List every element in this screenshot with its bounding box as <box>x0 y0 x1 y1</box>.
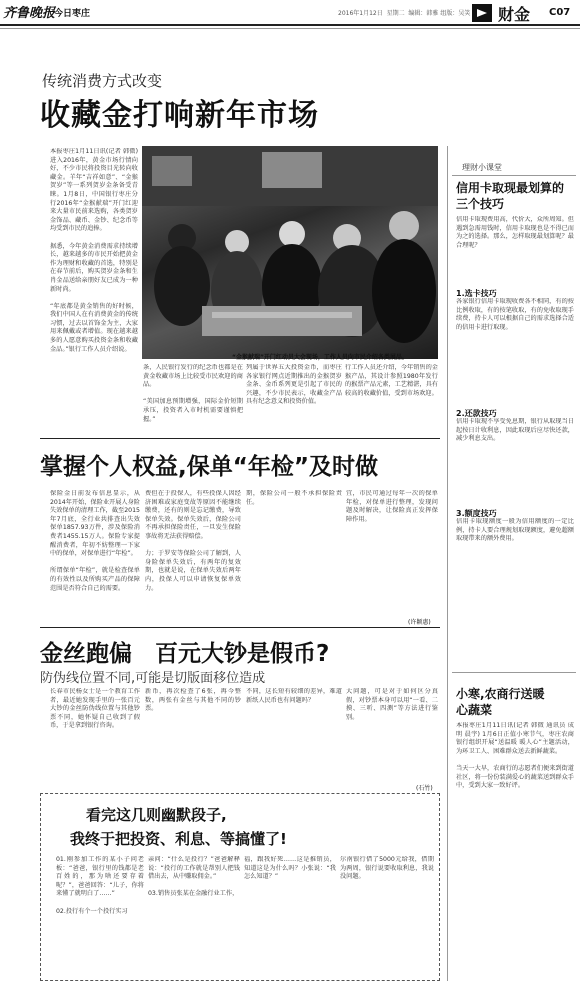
tip1-title: 1.选卡技巧 <box>456 289 497 298</box>
lead-bottom-rule <box>40 438 440 439</box>
lead-body-col1-text: 本报枣庄1月11日讯(记者 韩微) 进入2016年，黄金市场行情向好，不少市民将投资目光转向收藏金。羊年“吉祥如意”、“金猴贺岁”等一系列贺岁金条备受青睐。1月8日，中国银行枣庄分行2016年“金猴献瑞”开门红迎来大量市民前来选购，各类贺岁金饰品、藏币、金钞、纪念币等均受到市民的追捧。 据悉，今年黄金消费需求持续增长，越来越多的市民开始把黄金作为理财和收藏的首选，特别是在春节前后，购买贺岁金条和生肖金品送给亲朋好友已成为一种新时尚。 “年底都是黄金销售的好时候，我们中国人在有消费黄金的传统习惯，过去以首饰金为主，大家用来佩戴或者增值。现在越来越多的人愿意购买投资金条和收藏金品。”银行工作人员介绍说。 <box>50 148 138 353</box>
crowd-photo-icon <box>142 146 438 359</box>
article2-body-col2 <box>145 490 241 622</box>
article2-body-col3 <box>246 490 342 622</box>
tip2-body <box>456 418 574 506</box>
article3-body-col1-text: 长春市民杨女士是一个教育工作者，最近她发现手里的一张百元大钞的金丝防伪线位置与其他钞票不同，她怀疑自己收到了假币，于是拿到银行咨询。 <box>50 688 140 730</box>
article4-body-col1-text: 01.刚参加工作的某小子问老板：“爸爸，银行里的钱都是老百姓的，那为啥还要存着呢？”，爸爸回答：“儿子，你将来懂了就明白了……” 02.投行有个一个投行实习 <box>56 856 144 915</box>
article3-body-col3-text: 不同，这长短有较细的差异，难道新纸人民币也有问题吗？ <box>246 688 342 704</box>
sidebar-tag: 理财小课堂 <box>462 163 502 172</box>
tip2-body-text: 信用卡取现不享受免息期，银行从取现当日起按日计收利息，因此取现后应尽快还款，减少利息支出。 <box>456 418 574 443</box>
tip3-body <box>456 518 574 636</box>
lead-body-col3 <box>246 364 342 432</box>
article3-body-col2-text: 新币，再次检查了6张，再今整数，两张有金丝与其他不同的钞票。 <box>145 688 241 713</box>
lead-photo <box>142 146 438 359</box>
article3-body-col3 <box>246 688 342 788</box>
article2-body-col4-text: 宜，市民可通过每年一次的保单年检，对保单进行整理，发现问题及时解决，让保险真正发挥保障作用。 <box>346 490 438 523</box>
sidebar-story-rule <box>452 672 576 673</box>
lead-body-col1 <box>50 148 138 428</box>
sidebar-divider <box>447 146 448 981</box>
photo-caption: “金猴献瑞”开门红动员大会现场，工作人员向市民介绍各类展品。 <box>232 354 408 361</box>
issue-date: 2016年1月12日 <box>338 10 383 17</box>
article2-byline: (许颖惠) <box>408 619 431 626</box>
article2-body-col2-text: 费但在于投保人，有些投保人因经济困难或家庭变故等原因不能继续缴费，还有的则是忘记缴费，导致保单失效。保单失效后，保险公司不再承担保险责任，一旦发生保险事故将无法获得赔偿。 力；于罗安等保险公司了解到，人身险保单失效后，有两年的复效期，也就是说，在保单失效后两年内，投保人可以申请恢复保单效力。 <box>145 490 241 592</box>
sidebar-story2-body-text: 本报枣庄1月11日讯(记者 韩微 通讯员 成明 晨宇) 1月6日正值小寒节气，枣庄农商银行组织开展“送温暖 暖人心”主题活动，为环卫工人、困难群众送去新鲜蔬菜。 当天一大早，农商行的志愿者们便来到街道社区，将一份份装满爱心的蔬菜送到群众手中，受到大家一致好评。 <box>456 722 574 790</box>
article2-body-col1 <box>50 490 140 622</box>
article2-body-col4 <box>346 490 438 614</box>
section-flag <box>472 4 492 22</box>
sidebar-story2-headline: 小寒,农商行送暖心蔬菜 <box>456 687 545 717</box>
masthead-meta <box>338 8 470 17</box>
article4-body-col4-text: 尔南银行借了5000元给我，借期为两周，银行说要收取利息，我说没问题。 <box>340 856 434 881</box>
article2-headline: 掌握个人权益,保单“年检”及时做 <box>40 454 378 480</box>
sidebar-story1-body-text: 信用卡取现费用高，代价大，众所周知。但遇到急需用钱时，信用卡取现也是不得已而为之的选择。那么，怎样取现最划算呢？最合理呢？ <box>456 216 574 249</box>
tip1-body <box>456 298 574 404</box>
article3-body-col4 <box>346 688 438 780</box>
article3-headline: 金丝跑偏 百元大钞是假币? <box>40 641 330 667</box>
editor-credit: 编辑：韩雅 <box>408 10 439 17</box>
designer-credit: 组版：吴笑 <box>440 10 471 17</box>
masthead-section: 今日枣庄 <box>54 9 91 19</box>
tip1-body-text: 各家银行信用卡取现收费各不相同，有的按比例收取，有的按笔收取，有的免收取现手续费，持卡人可以根据自己的需求选择合适的信用卡进行取现。 <box>456 298 574 331</box>
lead-body-col4 <box>345 364 438 432</box>
article2-bottom-rule <box>40 627 440 628</box>
masthead-rule-thin <box>0 28 580 29</box>
article4-body-col3 <box>244 856 336 976</box>
article4-body-col2 <box>148 856 240 976</box>
article3-body-col2 <box>145 688 241 788</box>
article2-body-col3-text: 期，保险公司一般不承担保险责任。 <box>246 490 342 506</box>
article3-body-col4-text: 大问题，可是对于如何区分真假，对钞票本身可以用“一看、二摸、三听、四测”等方法进行鉴别。 <box>346 688 438 721</box>
tip3-body-text: 信用卡取现额度一般为信用额度的一定比例，持卡人要合理规划取现额度，避免超额取现带来的额外费用。 <box>456 518 574 543</box>
article4-body-col1 <box>56 856 144 976</box>
lead-body-col3-text: 列属于世界五大投资金币，而枣庄各家银行网点近期推出的金猴贺岁金条、金币系列更是引起了市民的兴趣，不少市民表示，收藏金产品具有纪念意义和投资价值。 <box>246 364 342 406</box>
article4-body-col2-text: 亲问：“什么是投行？”爸爸解释说：“投行的工作就是帮别人把钱借出去，从中赚取佣金。” 03.销售员张某在金融行业工作， <box>148 856 240 898</box>
lead-headline: 收藏金打响新年市场 <box>40 98 319 133</box>
article4-body-col3-text: 福，跟我好死……这是推销员，知道这是为什么吗？小张说：“我怎么知道？” <box>244 856 336 881</box>
flag-corner-icon <box>472 4 492 22</box>
article4-headline-line2: 我终于把投资、利息、等搞懂了! <box>70 830 287 848</box>
tip2-title: 2.还款技巧 <box>456 409 497 418</box>
sidebar-tag-rule <box>452 175 576 176</box>
article4-body-col4 <box>340 856 434 976</box>
article3-byline: (石竹) <box>416 785 433 792</box>
issue-weekday: 星期二 <box>386 10 405 17</box>
lead-body-col4-text: 行工作人员还介绍，今年销售的金猴产品，其设计参照1980年发行的猴票产品元素，工艺精湛，具有较高的收藏价值，受到市场欢迎。 <box>345 364 438 397</box>
article2-body-col1-text: 保险金日前发布信息显示，从2014年开始，保险业开展人身险失效保单的清理工作，截至2015年7月底，全行业共排查出失效保单1857.93万件，涉及保险消费者1455.15万人。保险专家提醒消费者，年初不妨整理一下家中的保单，对保单进行“年检”。 所谓保单“年检”，就是检查保单的有效性以及所购买产品的保障范围是否符合自己的需要。 <box>50 490 140 592</box>
article3-subhead: 防伪线位置不同,可能是切版面移位造成 <box>40 671 266 686</box>
sidebar-story1-body <box>456 216 574 288</box>
article4-headline-line1: 看完这几则幽默段子, <box>86 806 227 824</box>
lead-kicker: 传统消费方式改变 <box>42 72 163 90</box>
lead-body-col2-text: 条，人民银行发行的纪念币也都是在黄金收藏市场上比较受市民欢迎的商品。 “美国加息预期增强，国际金价短期承压，投资者入市时机需要谨慎把握。” <box>143 364 243 423</box>
section-title: 财金 <box>498 5 531 24</box>
tip3-title: 3.额度技巧 <box>456 509 497 518</box>
lead-body-col2 <box>143 364 243 432</box>
masthead-rule <box>0 24 580 26</box>
sidebar-story1-headline: 信用卡取现最划算的三个技巧 <box>456 181 565 211</box>
masthead-logo-text: 齐鲁晚报 <box>3 6 56 21</box>
page-number: C07 <box>549 7 571 18</box>
sidebar-story2-body <box>456 722 574 976</box>
article3-body-col1 <box>50 688 140 788</box>
masthead-logo <box>3 2 56 21</box>
